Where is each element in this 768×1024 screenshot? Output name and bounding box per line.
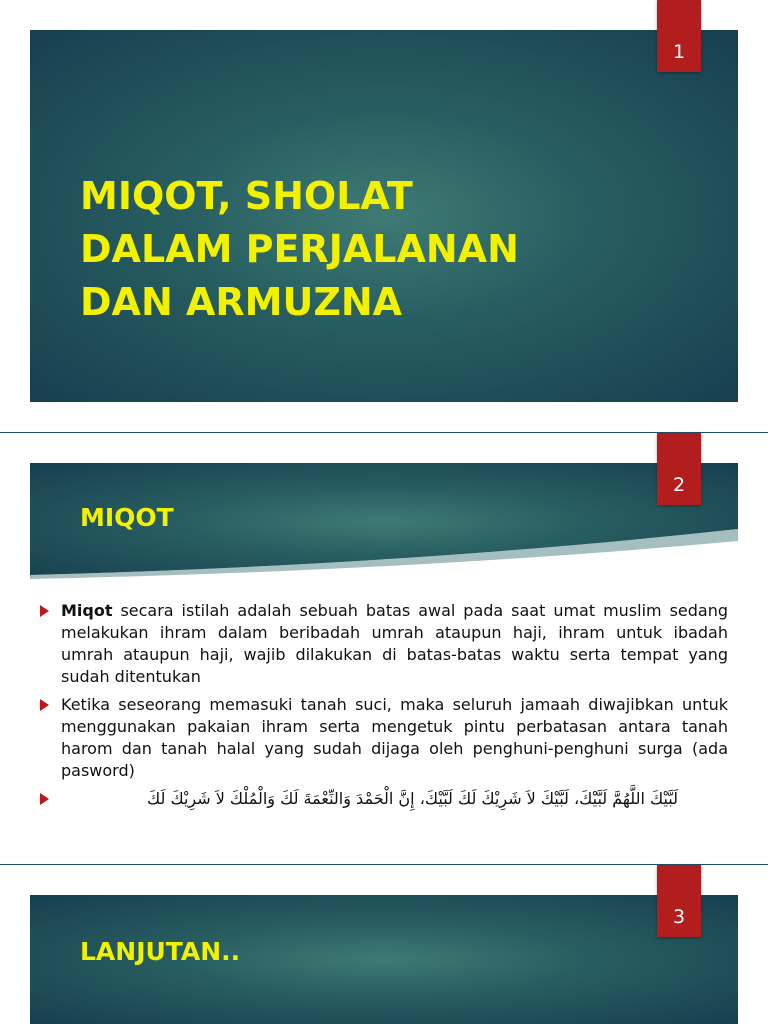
bullet-arrow-icon [40,699,49,711]
bullet-arrow-icon [40,605,49,617]
bullet-item [40,788,728,810]
slide-number: 1 [672,41,686,63]
title-line-1: MIQOT, SHOLAT [80,174,413,218]
talbiyah-arabic-text: لَبَّيْكَ اللَّهُمَّ لَبَّيْكَ، لَبَّيْكَ لاَ شَرِيْكَ لَكَ لَبَّيْكَ، إِنَّ الْحَمْدَ وَالنِّعْمَةَ لَكَ وَالْمُلْكَ لاَ شَرِيْكَ لَكَ [147,789,678,808]
slide-2-title: MIQOT [80,503,174,532]
slide-3-title: LANJUTAN.. [80,937,241,966]
slide-number-badge [657,865,701,937]
bullet-item [40,694,728,782]
bullet-text: Ketika seseorang memasuki tanah suci, maka seluruh jamaah diwajibkan untuk menggunakan pakaian ihram serta mengetuk pintu perbatasan antara tanah harom dan tanah halal yang sudah dijaga oleh penghuni-penghuni surga (ada pasword) [61,695,728,780]
slide-3 [0,865,768,1024]
slide-1-title [80,170,519,329]
slide-1 [0,0,768,432]
bullet-arrow-icon [40,793,49,805]
title-line-2: DALAM PERJALANAN [80,227,519,271]
slide-number: 2 [672,474,686,496]
bullet-list [40,600,728,816]
slide-2 [0,433,768,864]
slide-number-badge [657,0,701,72]
slide-number: 3 [672,906,686,928]
slide-number-badge [657,433,701,505]
bullet-text: secara istilah adalah sebuah batas awal pada saat umat muslim sedang melakukan ihram dalam beribadah umrah ataupun haji, ihram untuk ibadah umrah ataupun haji, wajib dilakukan di batas-batas waktu serta tempat yang sudah ditentukan [61,601,728,686]
bullet-item [40,600,728,688]
bullet-bold-term: Miqot [61,601,113,620]
title-line-3: DAN ARMUZNA [80,280,403,324]
